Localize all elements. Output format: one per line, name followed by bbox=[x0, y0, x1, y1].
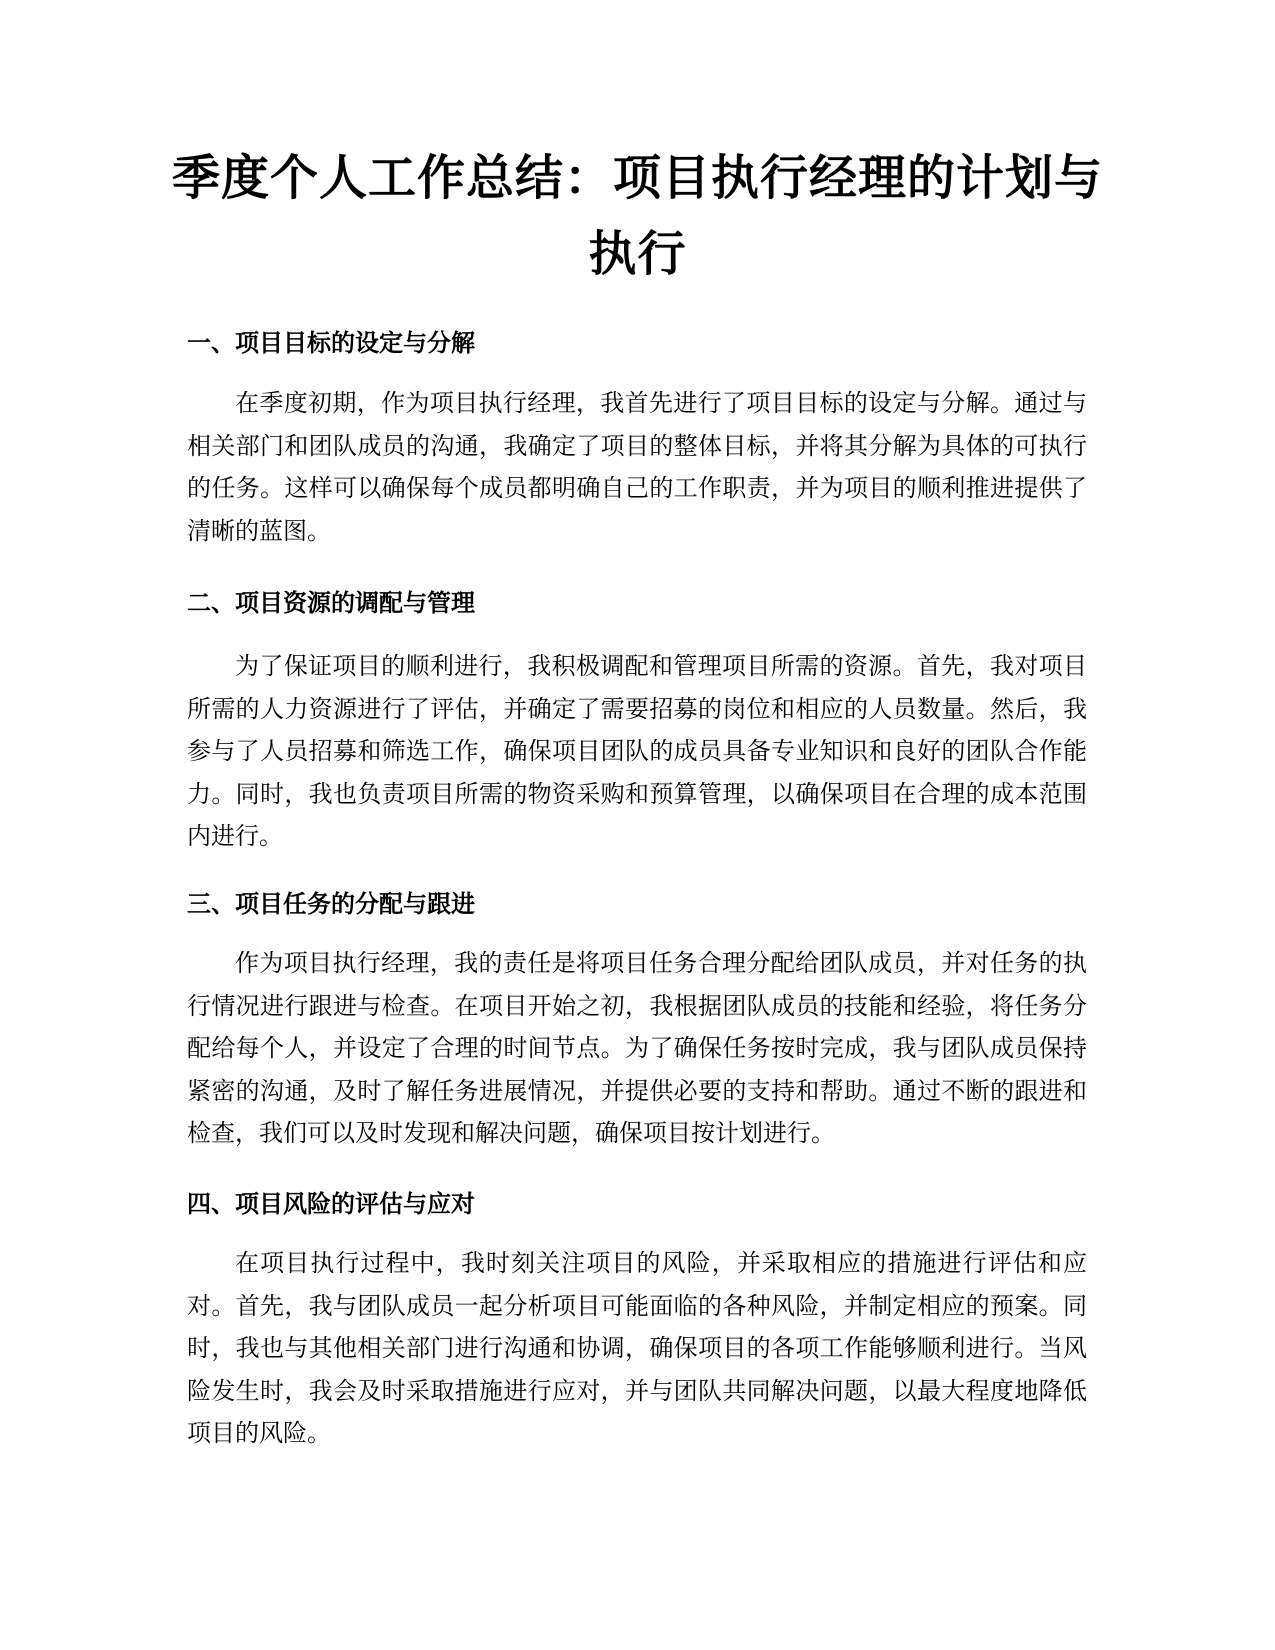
page-title: 季度个人工作总结：项目执行经理的计划与执行 bbox=[171, 150, 1103, 282]
section-heading-tasks: 三、项目任务的分配与跟进 bbox=[187, 890, 475, 918]
section-heading-goals: 一、项目目标的设定与分解 bbox=[187, 329, 475, 357]
section-body-tasks: 作为项目执行经理，我的责任是将项目任务合理分配给团队成员，并对任务的执行情况进行跟进与检查。在项目开始之初，我根据团队成员的技能和经验，将任务分配给每个人，并设定了合理的时间节点。为了确保任务按时完成，我与团队成员保持紧密的沟通，及时了解任务进展情况，并提供必要的支持和帮助。通过不断的跟进和检查，我们可以及时发现和解决问题，确保项目按计划进行。 bbox=[187, 949, 1087, 1147]
section-body-goals: 在季度初期，作为项目执行经理，我首先进行了项目目标的设定与分解。通过与相关部门和团队成员的沟通，我确定了项目的整体目标，并将其分解为具体的可执行的任务。这样可以确保每个成员都明确自己的工作职责，并为项目的顺利推进提供了清晰的蓝图。 bbox=[187, 389, 1087, 545]
section-body-risks: 在项目执行过程中，我时刻关注项目的风险，并采取相应的措施进行评估和应对。首先，我与团队成员一起分析项目可能面临的各种风险，并制定相应的预案。同时，我也与其他相关部门进行沟通和协调，确保项目的各项工作能够顺利进行。当风险发生时，我会及时采取措施进行应对，并与团队共同解决问题，以最大程度地降低项目的风险。 bbox=[187, 1249, 1087, 1447]
section-heading-resources: 二、项目资源的调配与管理 bbox=[187, 589, 475, 617]
section-heading-risks: 四、项目风险的评估与应对 bbox=[187, 1190, 475, 1218]
section-body-resources: 为了保证项目的顺利进行，我积极调配和管理项目所需的资源。首先，我对项目所需的人力资源进行了评估，并确定了需要招募的岗位和相应的人员数量。然后，我参与了人员招募和筛选工作，确保项目团队的成员具备专业知识和良好的团队合作能力。同时，我也负责项目所需的物资采购和预算管理，以确保项目在合理的成本范围内进行。 bbox=[187, 652, 1087, 850]
